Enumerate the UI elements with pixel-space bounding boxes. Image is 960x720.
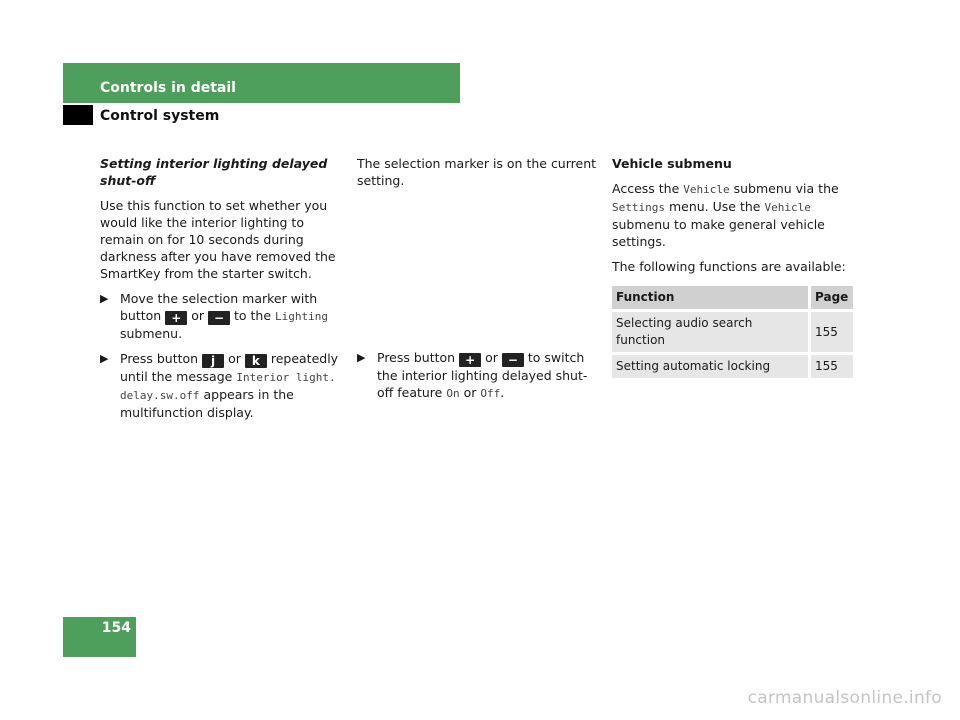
p1-text: menu. Use the: [668, 199, 761, 214]
bullet-arrow-icon: ▶: [357, 351, 366, 364]
step-text: submenu.: [120, 326, 183, 341]
cell-page: 155: [808, 312, 853, 352]
step-text: or: [485, 350, 498, 365]
display-code: Off: [480, 387, 501, 400]
bullet-arrow-icon: ▶: [100, 292, 109, 305]
table-row: [612, 312, 853, 352]
cell-function: Selecting audio search function: [612, 312, 808, 352]
display-code: Vehicle: [764, 201, 811, 214]
display-code: On: [446, 387, 460, 400]
subsection-title: Control system: [100, 108, 220, 124]
step-press-button: [100, 350, 340, 421]
step-text: appears in the multifunction display.: [120, 387, 294, 420]
column-2: [357, 155, 597, 410]
plus-key-icon: +: [165, 311, 187, 325]
p1-text: submenu via the: [733, 181, 839, 196]
display-code: Settings: [612, 201, 665, 214]
step-text: or: [463, 385, 477, 400]
cell-function: Setting automatic locking: [612, 355, 808, 378]
step-text: repeatedly until the message: [120, 351, 339, 384]
step-text: to switch the interior lighting delayed shut-off feature: [377, 350, 588, 400]
step-text: to the: [233, 308, 272, 323]
display-code: Lighting: [275, 310, 328, 323]
step-text: or: [228, 351, 241, 366]
step-text: .: [500, 385, 505, 400]
subsection-marker: [63, 105, 93, 125]
step-text: Press button: [377, 350, 456, 365]
column-3: [612, 155, 854, 381]
down-key-icon: k: [245, 354, 267, 368]
p1-text: Access the: [612, 181, 680, 196]
bullet-arrow-icon: ▶: [100, 352, 109, 365]
watermark: carmanualsonline.info: [747, 688, 942, 708]
up-key-icon: j: [202, 354, 224, 368]
cell-page: 155: [808, 355, 853, 378]
step-text: Press button: [120, 351, 199, 366]
col3-p2: The following functions are available:: [612, 259, 846, 274]
minus-key-icon: −: [208, 311, 230, 325]
step-text: or: [191, 308, 204, 323]
header-function: Function: [612, 286, 808, 309]
col3-p1: [612, 180, 854, 250]
page-number: 154: [101, 620, 131, 636]
col3-heading: Vehicle submenu: [612, 156, 732, 171]
table-row: [612, 355, 853, 378]
minus-key-icon: −: [502, 353, 524, 367]
col1-intro: Use this function to set whether you would like the interior lighting to remain on for 10 seconds during darkness after you have removed the SmartKey from the starter switch.: [100, 198, 336, 281]
p1-text: submenu to make general vehicle settings.: [612, 217, 825, 249]
step-switch-feature: [357, 349, 597, 402]
column-1: [100, 155, 340, 429]
col1-heading: Setting interior lighting delayed shut-off: [100, 156, 328, 188]
display-code: Interior light. delay.sw.off: [120, 371, 336, 402]
step-text: Move the selection marker with button: [120, 291, 318, 323]
section-title: Controls in detail: [100, 80, 236, 96]
col2-note: The selection marker is on the current setting.: [357, 156, 597, 188]
table-header-row: [612, 286, 853, 309]
display-code: Vehicle: [683, 183, 730, 196]
functions-table: [612, 283, 853, 381]
header-page: Page: [808, 286, 853, 309]
plus-key-icon: +: [459, 353, 481, 367]
step-move-marker: [100, 290, 340, 342]
